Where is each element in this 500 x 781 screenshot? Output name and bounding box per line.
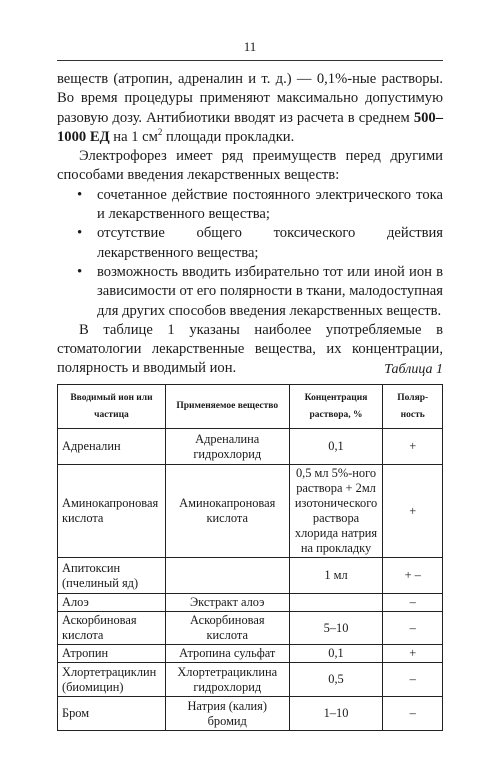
header-rule: [57, 60, 443, 61]
area-exponent: 2: [157, 127, 163, 138]
cell-drug: Хлортетрациклина гидрохлорид: [165, 663, 289, 697]
paragraph-1-mid: на 1 см: [109, 128, 158, 145]
cell-drug: Аскорбиновая кислота: [165, 612, 289, 645]
table-row: [58, 429, 443, 465]
table-row: [58, 558, 443, 594]
cell-ion: Алоэ: [58, 594, 166, 612]
cell-drug: Адреналина гидрохлорид: [165, 429, 289, 465]
table-row: [58, 612, 443, 645]
paragraph-1: [57, 70, 443, 147]
cell-polarity: –: [383, 594, 443, 612]
cell-polarity: –: [383, 663, 443, 697]
paragraph-1-end: площади прокладки.: [162, 128, 295, 145]
cell-concentration: 5–10: [289, 612, 383, 645]
cell-concentration: 0,5: [289, 663, 383, 697]
cell-drug: Экстракт алоэ: [165, 594, 289, 612]
table-row: [58, 465, 443, 558]
cell-polarity: +: [383, 429, 443, 465]
table-row: [58, 594, 443, 612]
cell-polarity: –: [383, 612, 443, 645]
table-row: [58, 697, 443, 731]
header-drug: Применяемое вещество: [165, 385, 289, 429]
advantages-list: [57, 186, 443, 321]
cell-polarity: –: [383, 697, 443, 731]
cell-ion: Адреналин: [58, 429, 166, 465]
header-ion: Вводимый ион или частица: [58, 385, 166, 429]
cell-polarity: +: [383, 645, 443, 663]
list-item: • сочетанное действие постоянного электрического тока и лекарственного вещества;: [57, 186, 443, 225]
list-item: • отсутствие общего токсического действия лекарственного вещества;: [57, 224, 443, 263]
paragraph-1-text: веществ (атропин, адреналин и т. д.) — 0,1%-ные растворы. Во время процедуры применяют максимально допустимую разовую дозу. Антибиотики вводят из расчета в среднем: [57, 71, 443, 126]
cell-concentration: 1–10: [289, 697, 383, 731]
table-header-row: [58, 385, 443, 429]
cell-drug: Атропина сульфат: [165, 645, 289, 663]
cell-drug: Натрия (калия) бромид: [165, 697, 289, 731]
paragraph-3: В таблице 1 указаны наиболее употребляемые в стоматологии лекарственные вещества, их концентрации, полярность и вводимый ион.: [57, 321, 443, 377]
table-caption: Таблица 1: [384, 362, 443, 377]
cell-drug: Аминокапроновая кислота: [165, 465, 289, 558]
cell-concentration: 1 мл: [289, 558, 383, 594]
table-row: [58, 645, 443, 663]
cell-ion: Хлортетрациклин (биомицин): [58, 663, 166, 697]
page-number: 11: [243, 39, 257, 54]
drug-table: [57, 384, 443, 731]
cell-concentration: 0,1: [289, 645, 383, 663]
cell-ion: Апитоксин (пчелиный яд): [58, 558, 166, 594]
cell-ion: Бром: [58, 697, 166, 731]
header-concentration: Концентрация раствора, %: [289, 385, 383, 429]
cell-polarity: + –: [383, 558, 443, 594]
dose-range: 500–1000 ЕД: [57, 109, 443, 145]
paragraph-2: Электрофорез имеет ряд преимуществ перед другими способами введения лекарственных веществ:: [57, 148, 443, 184]
cell-polarity: +: [383, 465, 443, 558]
cell-concentration: 0,1: [289, 429, 383, 465]
cell-drug: [165, 558, 289, 594]
cell-ion: Аскорбиновая кислота: [58, 612, 166, 645]
header-polarity: Поляр-ность: [383, 385, 443, 429]
body-text: [57, 70, 443, 379]
cell-concentration: [289, 594, 383, 612]
table-row: [58, 663, 443, 697]
cell-concentration: 0,5 мл 5%-ного раствора + 2мл изотонического раствора хлорида натрия на прокладку: [289, 465, 383, 558]
list-item: • возможность вводить избирательно тот или иной ион в зависимости от его полярности в ткани, малодоступная для других способов введения лекарственных веществ.: [57, 263, 443, 321]
cell-ion: Аминокапроновая кислота: [58, 465, 166, 558]
cell-ion: Атропин: [58, 645, 166, 663]
